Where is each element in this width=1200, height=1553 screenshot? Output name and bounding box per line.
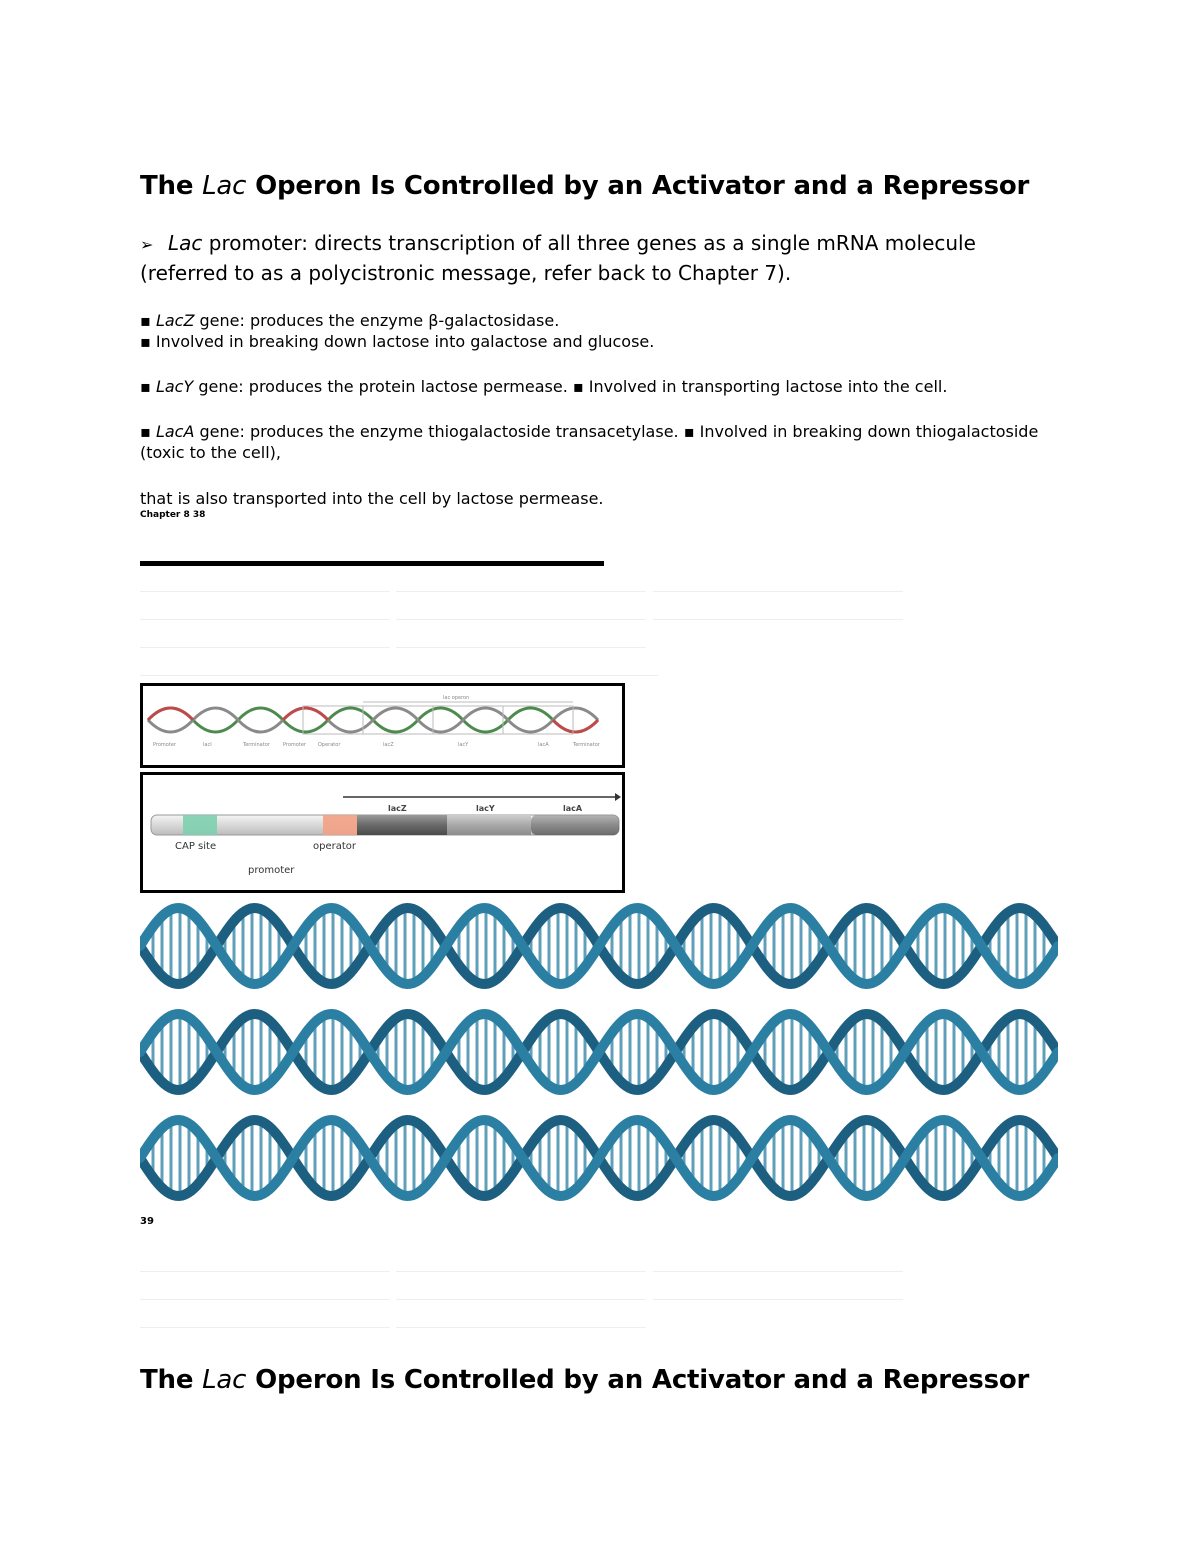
dna-helix-icon (140, 1112, 1058, 1204)
operon-helix-figure (143, 686, 622, 765)
faint-line (396, 1271, 646, 1272)
operator-region (323, 815, 357, 835)
faint-line (653, 619, 903, 620)
faint-line (140, 1271, 390, 1272)
page-number: 39 (140, 1216, 154, 1227)
lacz-text: gene: produces the enzyme β-galactosidase. (194, 311, 560, 330)
page-title-repeat (140, 1365, 1029, 1395)
laca-text: gene: produces the enzyme thiogalactoside transacetylase. ▪ Involved in breaking down thiogalactoside (toxic to the cell), (140, 422, 1039, 462)
cap-site-label: CAP site (175, 841, 217, 852)
bullet: ▪ (140, 422, 156, 441)
lacz-paragraph (140, 310, 1040, 331)
diagram-label: Operator (318, 742, 341, 748)
faint-line (396, 1327, 646, 1328)
faint-line (140, 1327, 390, 1328)
dna-helix-image (140, 1112, 1058, 1204)
chapter-note: Chapter 8 38 (140, 510, 206, 520)
promoter-italic: Lac (168, 231, 203, 255)
title-text: The (140, 1365, 203, 1395)
faint-line (140, 675, 658, 676)
lac-operon-label: lac operon (443, 695, 470, 701)
bullet: ▪ (140, 311, 156, 330)
faint-line (653, 1299, 903, 1300)
title-italic: Lac (202, 171, 247, 201)
laca-italic: LacA (155, 422, 195, 441)
operator-label: operator (313, 841, 357, 852)
diagram-label: lacY (458, 742, 469, 748)
diagram-label: Terminator (573, 742, 600, 748)
operon-bar-figure (143, 775, 622, 890)
dna-helix-icon (140, 1006, 1058, 1098)
lacy-paragraph (140, 376, 1040, 397)
faint-line (140, 591, 390, 592)
dna-helix-image (140, 1006, 1058, 1098)
lacy-region (447, 815, 531, 835)
diagram-label: lacA (538, 742, 549, 748)
diagram-label: Promoter (153, 742, 176, 748)
faint-line (653, 1271, 903, 1272)
title-text: Operon Is Controlled by an Activator and a Repressor (246, 1365, 1030, 1395)
title-text: Operon Is Controlled by an Activator and a Repressor (246, 171, 1030, 201)
promoter-paragraph (140, 229, 1040, 287)
diagram-label: Terminator (243, 742, 270, 748)
dna-helix-icon (140, 900, 1058, 992)
diagram-label: lacZ (383, 742, 394, 748)
laca-continuation: that is also transported into the cell by lactose permease. (140, 489, 604, 508)
operon-bar-diagram (140, 772, 625, 893)
lacz-region (357, 815, 447, 835)
lacy-text: gene: produces the protein lactose permease. ▪ Involved in transporting lactose into the cell. (193, 377, 948, 396)
bullet: ▪ (140, 377, 156, 396)
page-title (140, 171, 1029, 201)
faint-line (396, 647, 646, 648)
operon-helix-diagram (140, 683, 625, 768)
faint-line (140, 647, 390, 648)
divider-rule (140, 561, 604, 566)
gene-label: lacA (563, 804, 583, 813)
arrow-bullet-icon: ➢ (140, 235, 154, 254)
faint-line (396, 619, 646, 620)
diagram-label: Promoter (283, 742, 306, 748)
promoter-text: promoter: directs transcription of all three genes as a single mRNA molecule (referred to as a polycistronic message, refer back to Chapter 7). (140, 231, 976, 285)
title-text: The (140, 171, 203, 201)
lacz-italic: LacZ (155, 311, 195, 330)
gene-label: lacY (476, 804, 495, 813)
lacz-sub-paragraph: ▪ Involved in breaking down lactose into galactose and glucose. (140, 332, 655, 351)
arrow-head-icon (615, 793, 621, 801)
faint-line (140, 619, 390, 620)
faint-line (396, 1299, 646, 1300)
cap-site-region (183, 815, 217, 835)
laca-paragraph (140, 421, 1040, 463)
diagram-label: lacI (203, 742, 212, 748)
faint-line (140, 1299, 390, 1300)
dna-helix-image (140, 900, 1058, 992)
gene-label: lacZ (388, 804, 407, 813)
faint-line (396, 591, 646, 592)
laca-region (531, 815, 619, 835)
lacy-italic: LacY (155, 377, 194, 396)
faint-line (653, 591, 903, 592)
title-italic: Lac (202, 1365, 247, 1395)
promoter-label: promoter (248, 865, 295, 876)
